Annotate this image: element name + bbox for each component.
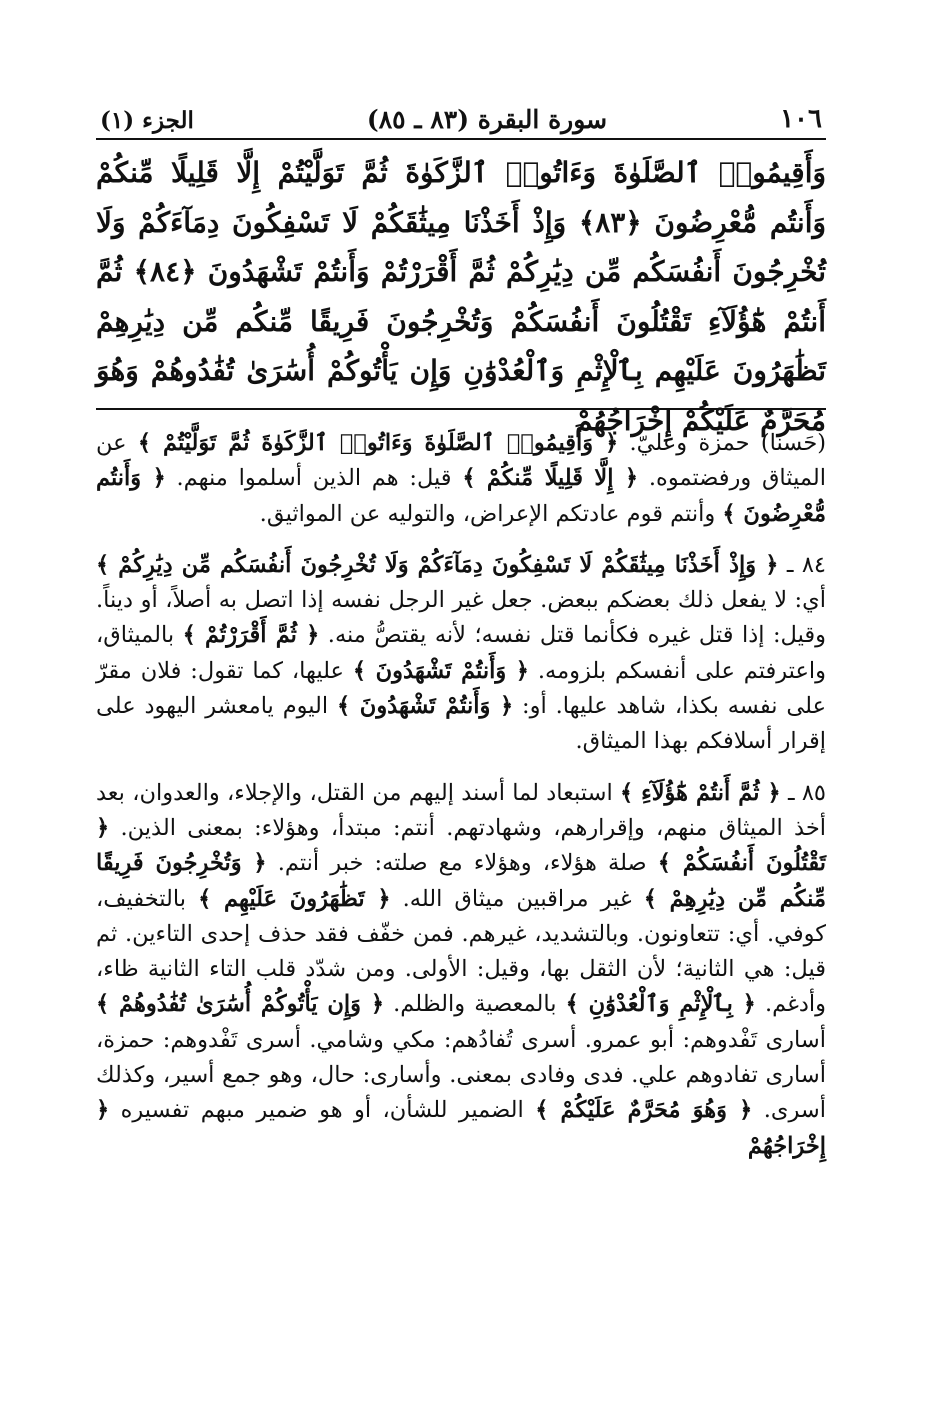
verse-85-head: ثُمَّ أَنتُمْ هَٰٓؤُلَآءِ تَقْتُلُونَ أَنفُسَكُمْ وَتُخْرِجُونَ فَرِيقًا مِّنكُم مِّن دِيَٰرِهِمْ تَظَٰهَرُونَ عَلَيْهِم بِٱلْإِثْمِ وَٱلْعُدْوَٰنِ وَإِن يَأْتُوكُمْ أُسَٰرَىٰ تُفَٰدُوهُمْ وَهُوَ مُحَرَّمٌ عَلَيْكُمْ إِخْرَاجُهُمْ <box>96 255 826 437</box>
commentary-text: استبعاد لما أسند إليهم من القتل، والإجلاء، والعدوان، بعد أخذ الميثاق منهم، وإقرارهم، وشهادتهم. أنتم: مبتدأ، وهؤلاء: بمعنى الذين. <box>96 779 827 841</box>
commentary-block <box>96 426 826 1164</box>
quoted-verse: ﴿ إِلَّا قَلِيلًا مِّنكُمْ ﴾ <box>462 465 639 492</box>
verse-number: ٨٤ ـ <box>786 551 826 578</box>
page-number: ١٠٦ <box>780 104 822 134</box>
quoted-verse: ﴿ تَقْتُلُونَ أَنفُسَكُمْ ﴾ <box>96 814 827 877</box>
commentary-text: اليوم يامعشر اليهود على إقرار أسلافكم بهذا الميثاق. <box>96 693 826 755</box>
quoted-verse: ﴿ بِٱلْإِثْمِ وَٱلْعُدْوَٰنِ ﴾ <box>565 991 756 1018</box>
quoted-verse: ﴿ وَأَنتُم مُّعْرِضُونَ ﴾ <box>96 465 826 527</box>
quoted-verse: ﴿ وَأَنتُمْ تَشْهَدُونَ ﴾ <box>352 657 529 684</box>
commentary-text: بالميثاق، واعترفتم على أنفسكم بلزومه. <box>96 622 827 684</box>
commentary-text: وأنتم قوم عادتكم الإعراض، والتوليه عن المواثيق. <box>259 500 716 527</box>
commentary-text: قيل: هم الذين أسلموا منهم. <box>176 465 452 492</box>
juz-label: الجزء (١) <box>100 107 194 134</box>
page-header <box>96 80 826 134</box>
verse-83-tail: وَأَقِيمُوا۟ ٱلصَّلَوٰةَ وَءَاتُوا۟ ٱلزَّكَوٰةَ ثُمَّ تَوَلَّيْتُمْ إِلَّا قَلِيلًا مِّنكُمْ وَأَنتُم مُّعْرِضُونَ <box>96 156 827 239</box>
quoted-verse: ﴿ وَتُخْرِجُونَ فَرِيقًا مِّنكُم مِّن دِيَٰرِهِمْ ﴾ <box>96 850 827 912</box>
commentary-text: (حَسنا) حمزة وعليّ. <box>629 430 827 456</box>
quoted-verse: ﴿ وَأَنتُمْ تَشْهَدُونَ ﴾ <box>337 693 514 720</box>
commentary-text: أي: لا يفعل ذلك بعضكم ببعض. جعل غير الرجل نفسه إذا اتصل به أصلاً، أو ديناً. وقيل: إذا قتل غيره فكأنما قتل نفسه؛ لأنه يقتصُّ منه. <box>96 587 827 649</box>
quoted-verse: ﴿ وَهُوَ مُحَرَّمٌ عَلَيْكُمْ ﴾ <box>535 1097 753 1124</box>
quoted-verse: ﴿ وَإِذْ أَخَذْنَا مِيثَٰقَكُمْ لَا تَسْفِكُونَ دِمَآءَكُمْ وَلَا تُخْرِجُونَ أَنفُسَكُم مِّن دِيَٰرِكُمْ ﴾ <box>96 551 779 578</box>
header-divider <box>96 138 826 140</box>
commentary-paragraph-83 <box>96 426 826 532</box>
commentary-text: الضمير للشأن، أو هو ضمير مبهم تفسيره <box>120 1097 524 1124</box>
commentary-paragraph-84 <box>96 548 826 760</box>
quran-text-block <box>96 148 827 437</box>
quoted-verse: ﴿ ثُمَّ أَقْرَرْتُمْ ﴾ <box>182 622 320 649</box>
verse-marker-84: ﴿٨٤﴾ <box>133 255 197 289</box>
verse-84: وَإِذْ أَخَذْنَا مِيثَٰقَكُمْ لَا تَسْفِكُونَ دِمَآءَكُمْ وَلَا تُخْرِجُونَ أَنفُسَكُم مِّن دِيَٰرِكُمْ ثُمَّ أَقْرَرْتُمْ وَأَنتُمْ تَشْهَدُونَ <box>96 205 827 289</box>
commentary-text: بالتخفيف، كوفي. أي: تتعاونون. وبالتشديد، غيرهم. فمن خفّف فقد حذف إحدى التاءين. ثم قيل: هي الثانية؛ لأن الثقل بها، وقيل: الأولى. ومن شدّد قلب التاء الثانية ظاء، وأدغم. <box>96 885 826 1018</box>
surah-title: سورة البقرة (٨٣ ـ ٨٥) <box>366 105 608 134</box>
commentary-text: غير مراقبين ميثاق الله. <box>402 885 632 912</box>
book-page <box>96 80 826 1164</box>
commentary-text: أسارى تَفْدوهم: أبو عمرو. أسرى تُفادُهم: مكي وشامي. أسرى تَفْدوهم: حمزة، أسارى تفادوهم علي. فدى وفادى بمعنى. وأسارى: حال، وهو جمع أسير، وكذلك أسرى. <box>96 1026 827 1124</box>
quoted-verse: ﴿ وَأَقِيمُوا۟ ٱلصَّلَوٰةَ وَءَاتُوا۟ ٱلزَّكَوٰةَ ثُمَّ تَوَلَّيْتُمْ ﴾ <box>137 430 619 456</box>
quoted-verse: ﴿ إِخْرَاجُهُمْ <box>96 1097 826 1159</box>
verse-number: ٨٥ ـ <box>787 779 827 806</box>
commentary-paragraph-85 <box>96 776 826 1164</box>
commentary-text: صلة هؤلاء، وهؤلاء مع صلته: خبر أنتم. <box>277 850 647 877</box>
commentary-text: عليها، كما تقول: فلان مقرّ على نفسه بكذا، شاهد عليها. أو: <box>96 657 826 720</box>
quoted-verse: ﴿ ثُمَّ أَنتُمْ هَٰٓؤُلَآءِ ﴾ <box>620 779 781 806</box>
verse-marker-83: ﴿٨٣﴾ <box>578 205 642 239</box>
quoted-verse: ﴿ تَظَٰهَرُونَ عَلَيْهِم ﴾ <box>198 885 391 912</box>
quoted-verse: ﴿ وَإِن يَأْتُوكُمْ أُسَٰرَىٰ تُفَٰدُوهُمْ ﴾ <box>96 991 385 1018</box>
commentary-text: بالمعصية والظلم. <box>393 991 557 1018</box>
commentary-text: عن الميثاق ورفضتموه. <box>96 430 826 492</box>
